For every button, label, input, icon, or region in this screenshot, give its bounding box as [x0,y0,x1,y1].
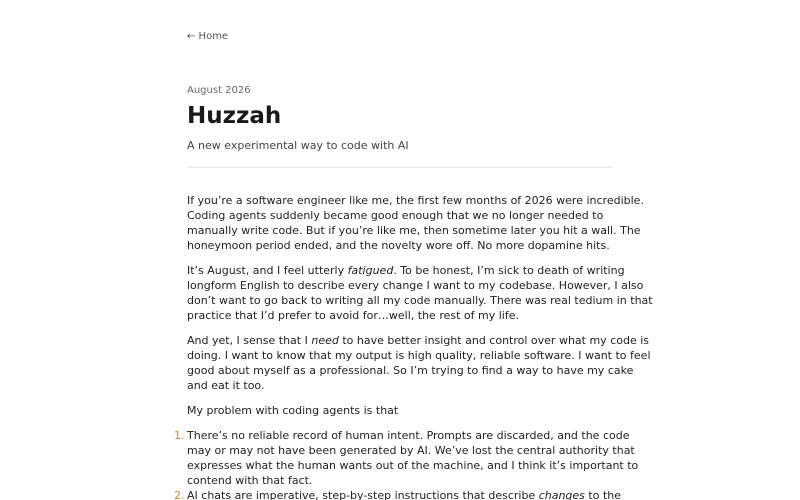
paragraph-4: My problem with coding agents is that [187,404,399,417]
list-number: 2. [174,489,185,500]
paragraph-line [187,263,625,278]
list-item-line: contend with that fact. [187,474,313,487]
paragraph-line: longform English to describe every change I want to my codebase. However, I also [187,279,644,292]
paragraph-line: honeymoon period ended, and the novelty wore off. No more dopamine hits. [187,239,610,252]
paragraph-line: manually write code. But if you’re like me, then sometime later you hit a wall. The [187,224,641,237]
emphasis-text: fatigued [347,264,394,277]
paragraph-1 [187,193,644,253]
paragraph-3 [187,333,651,393]
paragraph-2 [187,263,653,323]
list-item [174,428,639,488]
paragraph-line: doing. I want to know that my output is high quality, reliable software. I want to feel [187,349,651,362]
paragraph-line [187,333,650,348]
page-subtitle: A new experimental way to code with AI [187,139,409,152]
header-divider [187,167,613,168]
list-item-line: may or may not have been generated by AI. We’ve lost the central authority that [187,444,635,457]
text-run: And yet, I sense that I [187,334,312,347]
back-home-link[interactable]: ← Home [187,31,229,42]
text-run: AI chats are imperative, step-by-step instructions that describe [187,489,539,500]
post-date: August 2026 [187,85,251,96]
text-run: to the [584,489,622,500]
paragraph-line: good about myself as a professional. So I’m trying to find a way to have my cake [187,364,634,377]
text-run: . To be honest, I’m sick to death of writing [393,264,625,277]
paragraph-line: practice that I’d prefer to avoid for…well, the rest of my life. [187,309,519,322]
article-body [174,193,653,500]
page-title: Huzzah [187,103,282,129]
list-item [174,488,622,500]
list-number: 1. [174,429,185,442]
emphasis-text: changes [538,489,585,500]
problem-list [174,428,639,500]
emphasis-text: need [311,334,339,347]
list-item-line: expresses what the human wants out of the machine, and I think it’s important to [187,459,639,472]
paragraph-line: If you’re a software engineer like me, the first few months of 2026 were incredible. [187,194,644,207]
text-run: It’s August, and I feel utterly [187,264,348,277]
list-item-line [187,488,622,500]
paragraph-line: and eat it too. [187,379,265,392]
list-item-line: There’s no reliable record of human intent. Prompts are discarded, and the code [187,429,630,442]
paragraph-line: don’t want to go back to writing all my code manually. There was real tedium in that [187,294,653,307]
text-run: to have better insight and control over what my code is [338,334,650,347]
paragraph-line: Coding agents suddenly became good enough that we no longer needed to [187,209,604,222]
